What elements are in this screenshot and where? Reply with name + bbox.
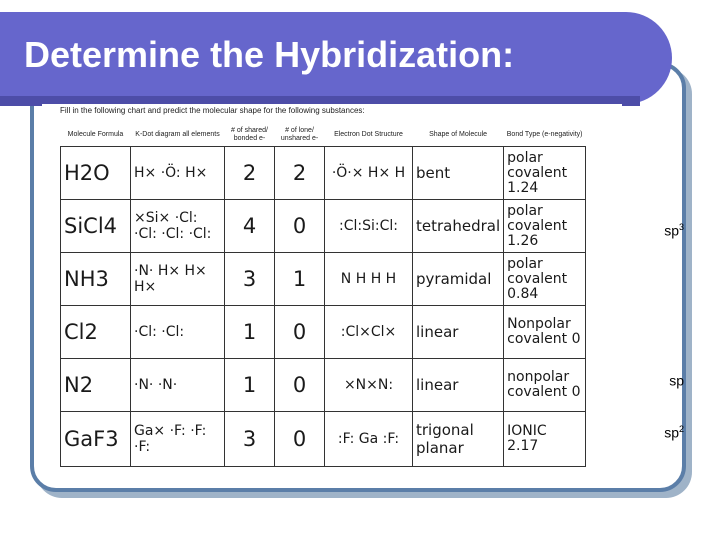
structure-cell: :Cl×Cl×	[325, 306, 413, 359]
lone-cell: 0	[275, 359, 325, 412]
kdot-cell: ·N· H× H× H×	[131, 253, 225, 306]
hybridization-base: sp	[664, 424, 679, 441]
bond-cell: Nonpolar covalent 0	[504, 306, 586, 359]
formula-cell: NH3	[61, 253, 131, 306]
table-row	[61, 200, 586, 253]
formula-cell: SiCl4	[61, 200, 131, 253]
structure-cell: :Cl:Si:Cl:	[325, 200, 413, 253]
shared-cell: 3	[225, 253, 275, 306]
bond-cell: IONIC 2.17	[504, 412, 586, 467]
table-row	[61, 412, 586, 467]
shape-cell: linear	[413, 359, 504, 412]
kdot-cell: ·N· ·N·	[131, 359, 225, 412]
table-row	[61, 306, 586, 359]
header-formula: Molecule Formula	[67, 131, 124, 138]
hybridization-base: sp	[669, 372, 684, 389]
bond-cell: nonpolar covalent 0	[504, 359, 586, 412]
table-row	[61, 147, 586, 200]
lone-cell: 2	[275, 147, 325, 200]
shared-cell: 1	[225, 306, 275, 359]
hybridization-exponent: 3	[678, 222, 684, 232]
bond-cell: polar covalent 1.24	[504, 147, 586, 200]
shape-cell: tetrahedral	[413, 200, 504, 253]
structure-cell: N H H H	[325, 253, 413, 306]
bond-cell: polar covalent 1.26	[504, 200, 586, 253]
structure-cell: ·Ö·× H× H	[325, 147, 413, 200]
hybridization-gaf3	[664, 424, 684, 441]
header-lone: # of lone/ unshared e-	[280, 127, 319, 142]
header-shared: # of shared/ bonded e-	[231, 127, 268, 142]
table-row	[61, 253, 586, 306]
worksheet-instructions: Fill in the following chart and predict the molecular shape for the following substances:	[60, 106, 365, 115]
kdot-cell: ·Cl: ·Cl:	[131, 306, 225, 359]
lone-cell: 0	[275, 306, 325, 359]
hybridization-base: sp	[664, 222, 679, 239]
kdot-cell: H× ·Ö: H×	[131, 147, 225, 200]
shape-cell: pyramidal	[413, 253, 504, 306]
formula-cell: N2	[61, 359, 131, 412]
formula-cell: GaF3	[61, 412, 131, 467]
formula-cell: H2O	[61, 147, 131, 200]
bond-cell: polar covalent 0.84	[504, 253, 586, 306]
lone-cell: 0	[275, 200, 325, 253]
lone-cell: 0	[275, 412, 325, 467]
header-structure: Electron Dot Structure	[334, 131, 403, 138]
hybridization-sicl4	[664, 222, 684, 239]
worksheet-table	[60, 124, 586, 467]
shape-cell: linear	[413, 306, 504, 359]
kdot-cell: Ga× ·F: ·F: ·F:	[131, 412, 225, 467]
shape-cell: trigonal planar	[413, 412, 504, 467]
hybridization-exponent: 2	[678, 424, 684, 434]
shape-cell: bent	[413, 147, 504, 200]
structure-cell: :F: Ga :F:	[325, 412, 413, 467]
structure-cell: ×N×N:	[325, 359, 413, 412]
shared-cell: 3	[225, 412, 275, 467]
table-row	[61, 359, 586, 412]
slide-title: Determine the Hybridization:	[24, 34, 515, 75]
shared-cell: 2	[225, 147, 275, 200]
header-kdot: K-Dot diagram all elements	[135, 131, 220, 138]
header-bond: Bond Type (e-negativity)	[506, 131, 583, 138]
shared-cell: 1	[225, 359, 275, 412]
hybridization-n2	[669, 372, 684, 389]
formula-cell: Cl2	[61, 306, 131, 359]
table-header-row	[61, 124, 586, 147]
shared-cell: 4	[225, 200, 275, 253]
header-shape: Shape of Molecule	[429, 131, 488, 138]
lone-cell: 1	[275, 253, 325, 306]
kdot-cell: ×Si× ·Cl: ·Cl: ·Cl: ·Cl:	[131, 200, 225, 253]
